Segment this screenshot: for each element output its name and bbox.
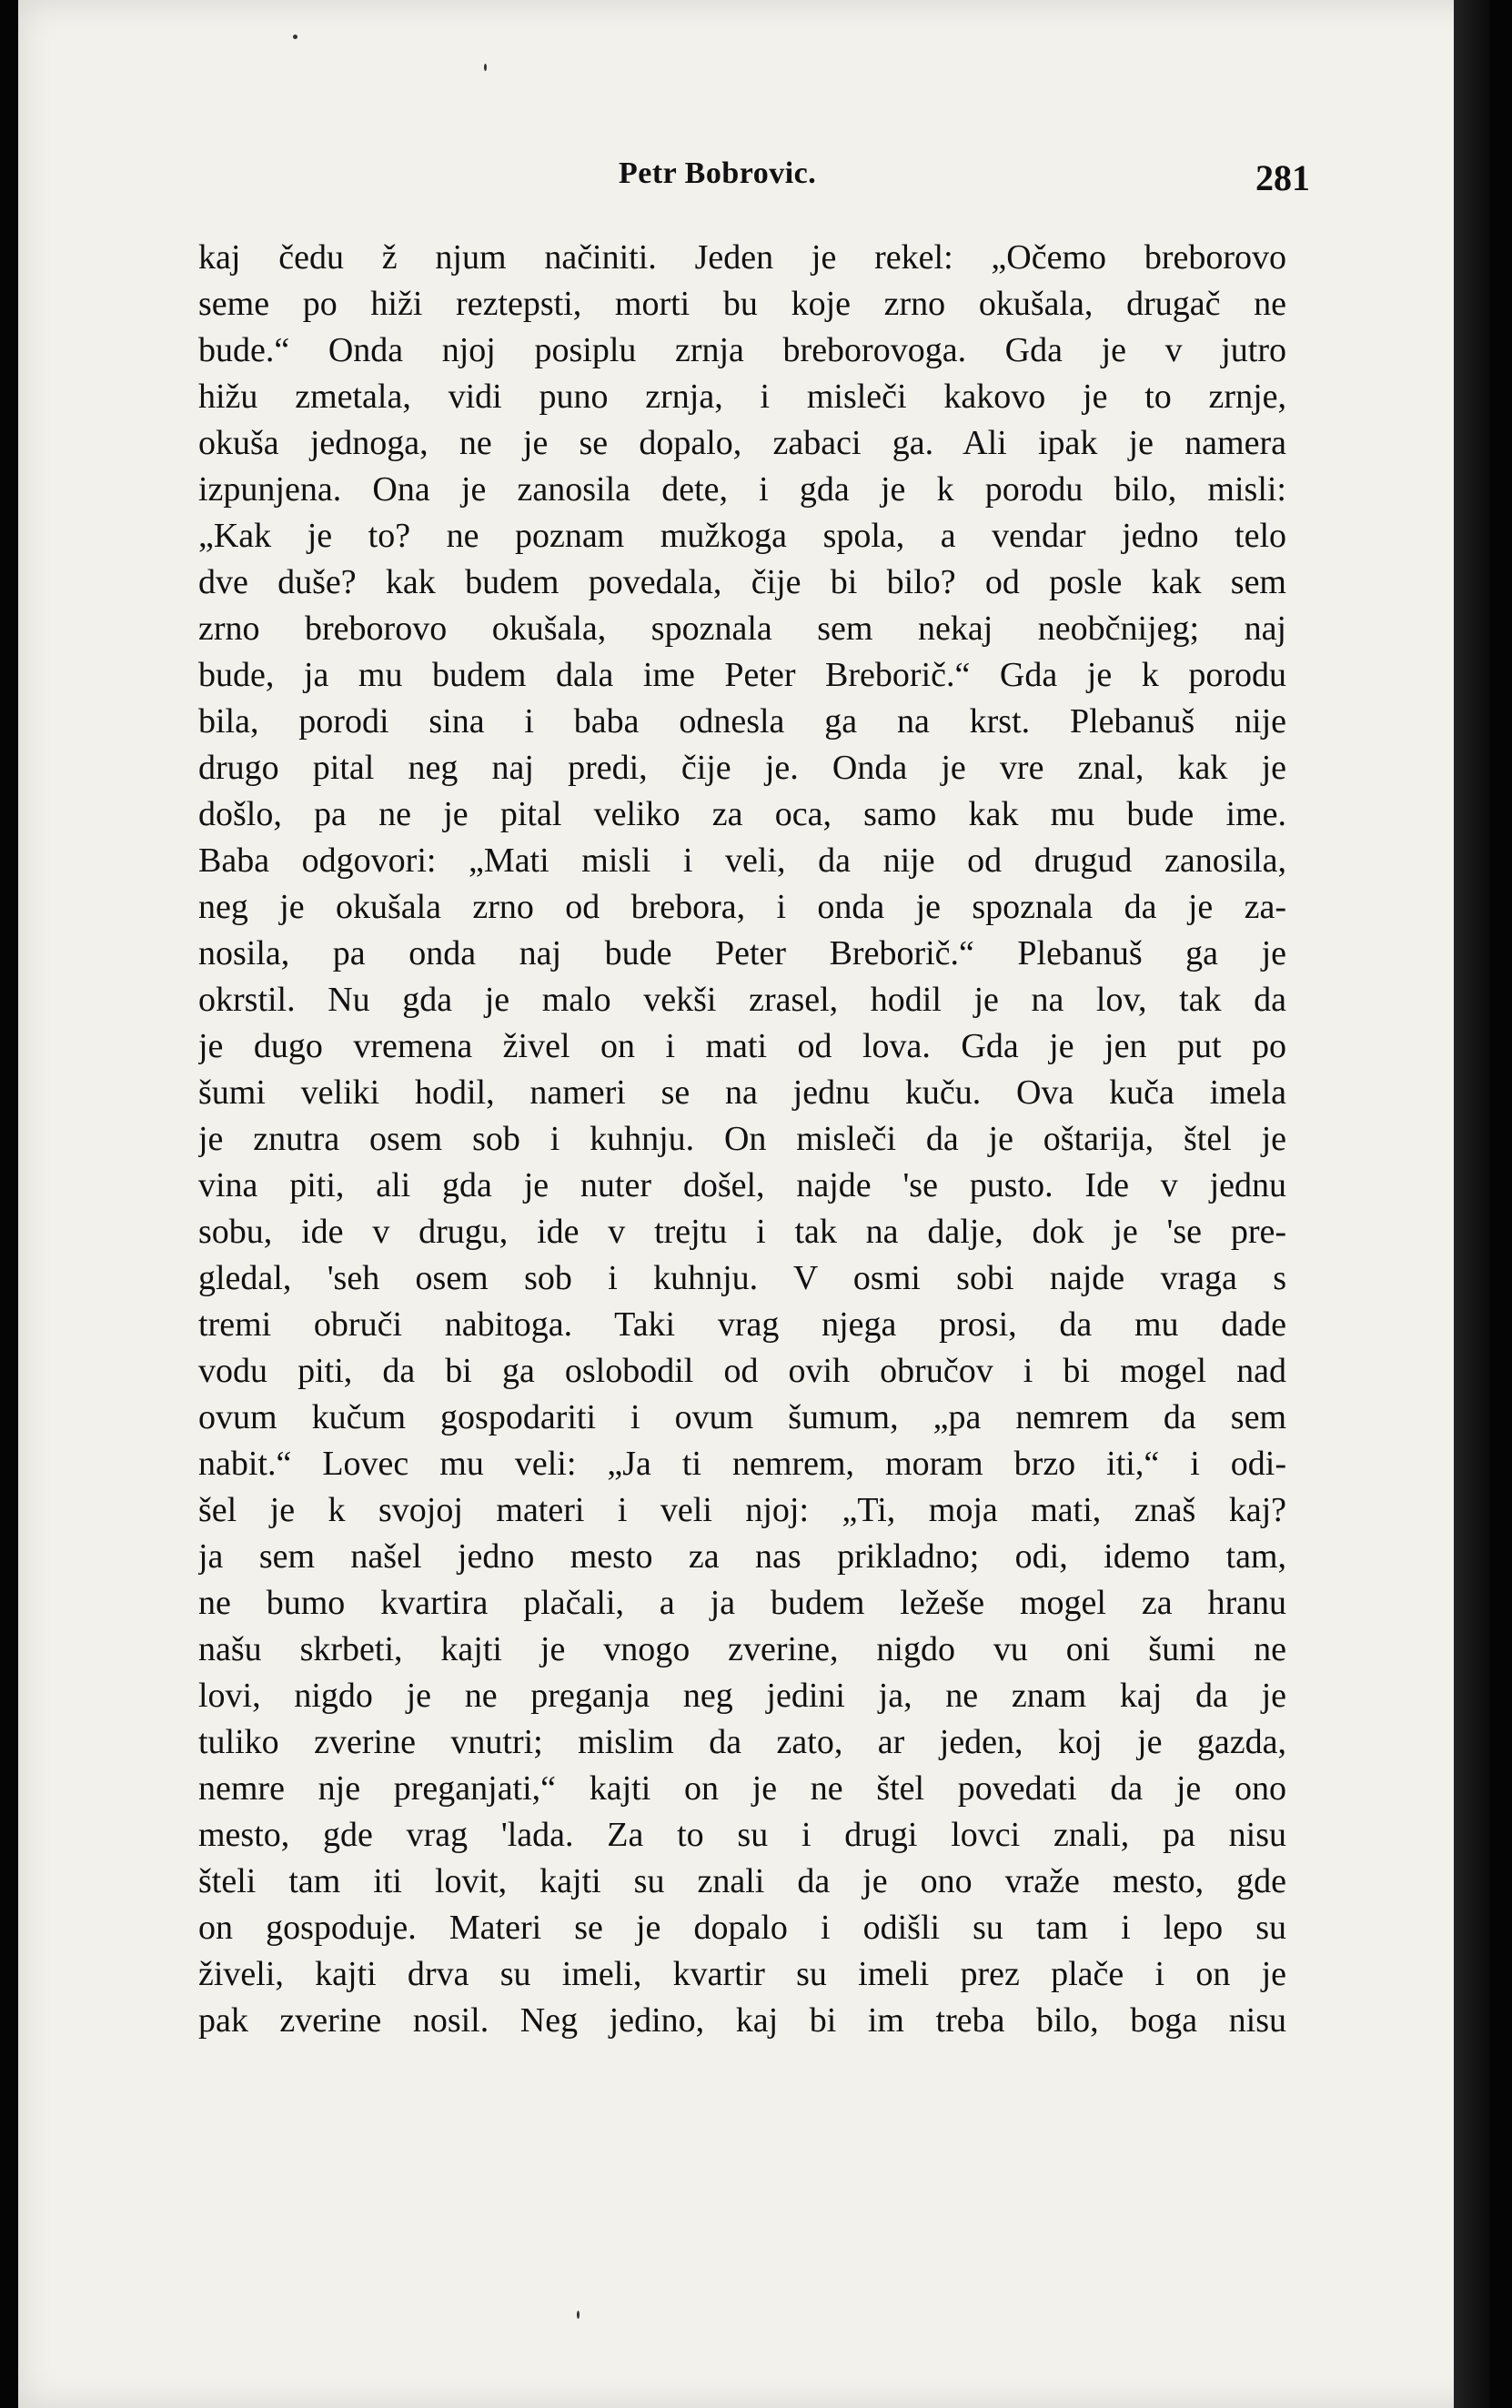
text-line: živeli, kajti drva su imeli, kvartir su imeli prez plače i on je	[198, 1955, 1286, 1993]
ink-speck	[293, 35, 297, 39]
text-line: vodu piti, da bi ga oslobodil od ovih obručov i bi mogel nad	[198, 1352, 1286, 1390]
text-line: je dugo vremena živel on i mati od lova. Gda je jen put po	[198, 1027, 1286, 1065]
text-line: hižu zmetala, vidi puno zrnja, i misleči kakovo je to zrnje,	[198, 378, 1286, 416]
text-line: šumi veliki hodil, nameri se na jednu kuču. Ova kuča imela	[198, 1073, 1286, 1112]
page-header	[619, 156, 1310, 207]
text-line: neg je okušala zrno od brebora, i onda je spoznala da je za-	[198, 888, 1286, 926]
ink-speck	[577, 2311, 580, 2319]
text-line: gledal, 'seh osem sob i kuhnju. V osmi sobi najde vraga s	[198, 1259, 1286, 1297]
text-line: okuša jednoga, ne je se dopalo, zabaci ga. Ali ipak je namera	[198, 424, 1286, 462]
text-line: našu skrbeti, kajti je vnogo zverine, nigdo vu oni šumi ne	[198, 1630, 1286, 1668]
text-line: zrno breborovo okušala, spoznala sem nekaj neobčnijeg; naj	[198, 610, 1286, 648]
text-line: Baba odgovori: „Mati misli i veli, da nije od drugud zanosila,	[198, 841, 1286, 880]
text-line: kaj čedu ž njum načiniti. Jeden je rekel: „Očemo breborovo	[198, 238, 1286, 277]
text-line: bila, porodi sina i baba odnesla ga na krst. Plebanuš nije	[198, 702, 1286, 741]
text-line: „Kak je to? ne poznam mužkoga spola, a vendar jedno telo	[198, 517, 1286, 555]
text-line: tuliko zverine vnutri; mislim da zato, ar jeden, koj je gazda,	[198, 1723, 1286, 1761]
text-line: je znutra osem sob i kuhnju. On misleči da je oštarija, štel je	[198, 1120, 1286, 1158]
body-text	[198, 235, 1286, 2044]
text-line: lovi, nigdo je ne preganja neg jedini ja, ne znam kaj da je	[198, 1677, 1286, 1715]
text-line: šel je k svojoj materi i veli njoj: „Ti, moja mati, znaš kaj?	[198, 1491, 1286, 1529]
binding-edge	[1454, 0, 1490, 2408]
text-line: došlo, pa ne je pital veliko za oca, samo kak mu bude ime.	[198, 795, 1286, 833]
text-line: izpunjena. Ona je zanosila dete, i gda je k porodu bilo, misli:	[198, 470, 1286, 509]
text-line: nabit.“ Lovec mu veli: „Ja ti nemrem, moram brzo iti,“ i odi-	[198, 1445, 1286, 1483]
text-line: tremi obruči nabitoga. Taki vrag njega prosi, da mu dade	[198, 1305, 1286, 1344]
text-line: on gospoduje. Materi se je dopalo i odišli su tam i lepo su	[198, 1909, 1286, 1947]
text-line: ovum kučum gospodariti i ovum šumum, „pa nemrem da sem	[198, 1398, 1286, 1436]
text-line: nemre nje preganjati,“ kajti on je ne štel povedati da je ono	[198, 1769, 1286, 1808]
text-line: drugo pital neg naj predi, čije je. Onda je vre znal, kak je	[198, 749, 1286, 787]
text-line: okrstil. Nu gda je malo vekši zrasel, hodil je na lov, tak da	[198, 981, 1286, 1019]
text-line: vina piti, ali gda je nuter došel, najde 'se pusto. Ide v jednu	[198, 1166, 1286, 1204]
text-line: ja sem našel jedno mesto za nas prikladno; odi, idemo tam,	[198, 1537, 1286, 1576]
text-line: pak zverine nosil. Neg jedino, kaj bi im treba bilo, boga nisu	[198, 2001, 1286, 2040]
text-line: nosila, pa onda naj bude Peter Breborič.“ Plebanuš ga je	[198, 934, 1286, 972]
text-line: šteli tam iti lovit, kajti su znali da je ono vraže mesto, gde	[198, 1862, 1286, 1900]
text-line: bude, ja mu budem dala ime Peter Breborič.“ Gda je k porodu	[198, 656, 1286, 694]
text-line: dve duše? kak budem povedala, čije bi bilo? od posle kak sem	[198, 563, 1286, 601]
text-line: bude.“ Onda njoj posiplu zrnja breborovoga. Gda je v jutro	[198, 331, 1286, 369]
book-page	[18, 0, 1490, 2408]
page-number: 281	[1255, 157, 1310, 198]
text-line: mesto, gde vrag 'lada. Za to su i drugi lovci znali, pa nisu	[198, 1816, 1286, 1854]
text-line: sobu, ide v drugu, ide v trejtu i tak na dalje, dok je 'se pre-	[198, 1213, 1286, 1251]
running-head: Petr Bobrovic.	[619, 156, 817, 190]
text-line: seme po hiži reztepsti, morti bu koje zrno okušala, drugač ne	[198, 285, 1286, 323]
ink-speck	[484, 64, 487, 71]
text-line: ne bumo kvartira plačali, a ja budem ležeše mogel za hranu	[198, 1584, 1286, 1622]
